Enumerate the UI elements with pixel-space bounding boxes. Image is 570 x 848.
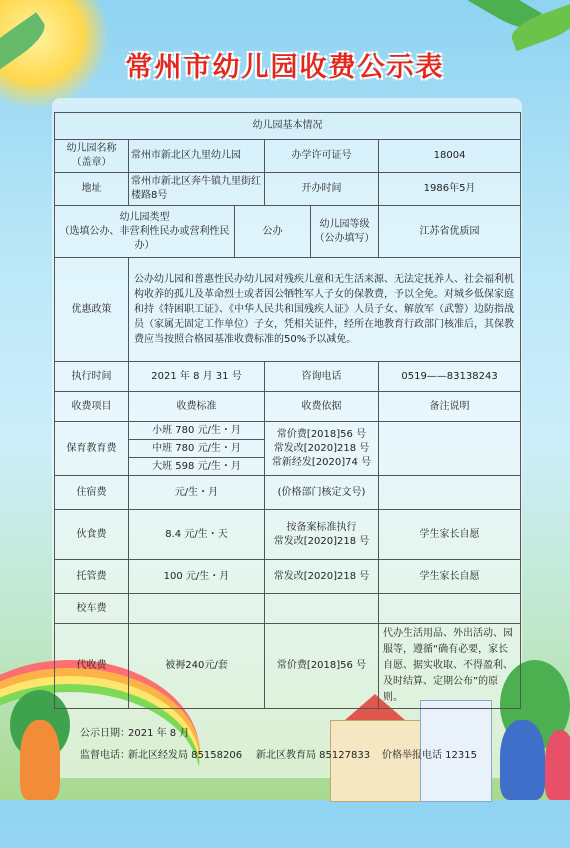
hotline-economic: 新北区经发局 85158206	[128, 750, 243, 761]
license-value: 18004	[379, 140, 521, 173]
date-label: 公示日期：	[80, 728, 130, 739]
tuition-note	[379, 422, 521, 476]
care-note: 学生家长自愿	[379, 560, 521, 594]
grade-label	[311, 206, 379, 258]
table-row	[55, 422, 521, 440]
bus-note	[379, 594, 521, 624]
exec-label: 执行时间	[55, 362, 129, 392]
care-basis: 常发改[2020]218 号	[265, 560, 379, 594]
phone-value: 0519——83138243	[379, 362, 521, 392]
bus-label: 校车费	[55, 594, 129, 624]
bus-standard	[129, 594, 265, 624]
table-row	[55, 392, 521, 422]
agency-note: 代办生活用品、外出活动、园服等，遵循“确有必要，家长自愿、据实收取、不得盈利、及时结算、定期公布”的原则。	[379, 624, 521, 709]
table-row	[55, 206, 521, 258]
date-value: 2021 年 8 月	[128, 728, 190, 739]
table-row	[55, 560, 521, 594]
tuition-middle: 中班 780 元/生・月	[129, 440, 265, 458]
table-row	[55, 362, 521, 392]
founded-label: 开办时间	[265, 173, 379, 206]
exec-value: 2021 年 8 月 31 号	[129, 362, 265, 392]
name-label: 幼儿园名称（盖章）	[55, 140, 129, 173]
tuition-large: 大班 598 元/生・月	[129, 458, 265, 476]
meal-note: 学生家长自愿	[379, 510, 521, 560]
header-standard: 收费标准	[129, 392, 265, 422]
hotline-education: 新北区教育局 85127833	[256, 750, 371, 761]
building-decoration	[330, 720, 422, 802]
policy-text: 公办幼儿园和普惠性民办幼儿园对残疾儿童和无生活来源、无法定抚养人、社会福利机构收养的孤儿及革命烈士或者因公牺牲军人子女的保教费，予以全免。对城乡低保家庭和持《特困职工证》、《中华人民共和国残疾人证》人员子女、解放军（武警）边防指战员（家属无固定工作单位）子女，凭相关证件，经所在地教育行政部门核准后，其保教费应当按照合格园基准收费标准的50%予以减免。	[129, 258, 521, 362]
lodging-standard: 元/生・月	[129, 476, 265, 510]
type-value: 公办	[235, 206, 311, 258]
type-label-line-1: 幼儿园类型	[119, 211, 170, 223]
table-row	[55, 258, 521, 362]
meal-basis-line-2: 常发改[2020]218 号	[273, 535, 370, 547]
table-row	[55, 476, 521, 510]
table-row	[55, 594, 521, 624]
grade-value: 江苏省优质园	[379, 206, 521, 258]
care-label: 托管费	[55, 560, 129, 594]
address-value: 常州市新北区奔牛镇九里街红楼路8号	[129, 173, 265, 206]
tuition-basis-line-2: 常发改[2020]218 号	[273, 442, 370, 454]
hotline-label: 监督电话：	[80, 750, 130, 761]
founded-value: 1986年5月	[379, 173, 521, 206]
table-row	[55, 173, 521, 206]
table-row	[55, 624, 521, 709]
policy-label: 优惠政策	[55, 258, 129, 362]
care-standard: 100 元/生・月	[129, 560, 265, 594]
tuition-label: 保育教育费	[55, 422, 129, 476]
lodging-note	[379, 476, 521, 510]
phone-label: 咨询电话	[265, 362, 379, 392]
agency-standard: 被褥240元/套	[129, 624, 265, 709]
meal-standard: 8.4 元/生・天	[129, 510, 265, 560]
fee-table	[54, 112, 521, 709]
grade-label-line-1: 幼儿园等级	[319, 218, 370, 230]
agency-label: 代收费	[55, 624, 129, 709]
type-label	[55, 206, 235, 258]
child-figure	[500, 720, 545, 800]
header-item: 收费项目	[55, 392, 129, 422]
lodging-basis: (价格部门核定文号)	[265, 476, 379, 510]
hotline-price: 价格举报电话 12315	[382, 750, 477, 761]
child-figure	[545, 730, 570, 800]
lodging-label: 住宿费	[55, 476, 129, 510]
grade-label-line-2: （公办填写）	[314, 232, 375, 244]
section-title: 幼儿园基本情况	[55, 113, 521, 140]
name-value: 常州市新北区九里幼儿园	[129, 140, 265, 173]
page-title: 常州市幼儿园收费公示表	[125, 52, 445, 83]
tuition-basis	[265, 422, 379, 476]
license-label: 办学许可证号	[265, 140, 379, 173]
tuition-basis-line-1: 常价费[2018]56 号	[276, 428, 367, 440]
table-row	[55, 510, 521, 560]
tuition-small: 小班 780 元/生・月	[129, 422, 265, 440]
meal-label: 伙食费	[55, 510, 129, 560]
agency-basis: 常价费[2018]56 号	[265, 624, 379, 709]
address-label: 地址	[55, 173, 129, 206]
type-label-line-2: （选填公办、非营利性民办或营利性民办）	[59, 225, 230, 251]
header-note: 备注说明	[379, 392, 521, 422]
child-figure	[20, 720, 60, 800]
meal-basis	[265, 510, 379, 560]
meal-basis-line-1: 按备案标准执行	[286, 521, 357, 533]
table-row	[55, 113, 521, 140]
bus-basis	[265, 594, 379, 624]
header-basis: 收费依据	[265, 392, 379, 422]
tuition-basis-line-3: 常新经发[2020]74 号	[271, 456, 372, 468]
table-row	[55, 140, 521, 173]
